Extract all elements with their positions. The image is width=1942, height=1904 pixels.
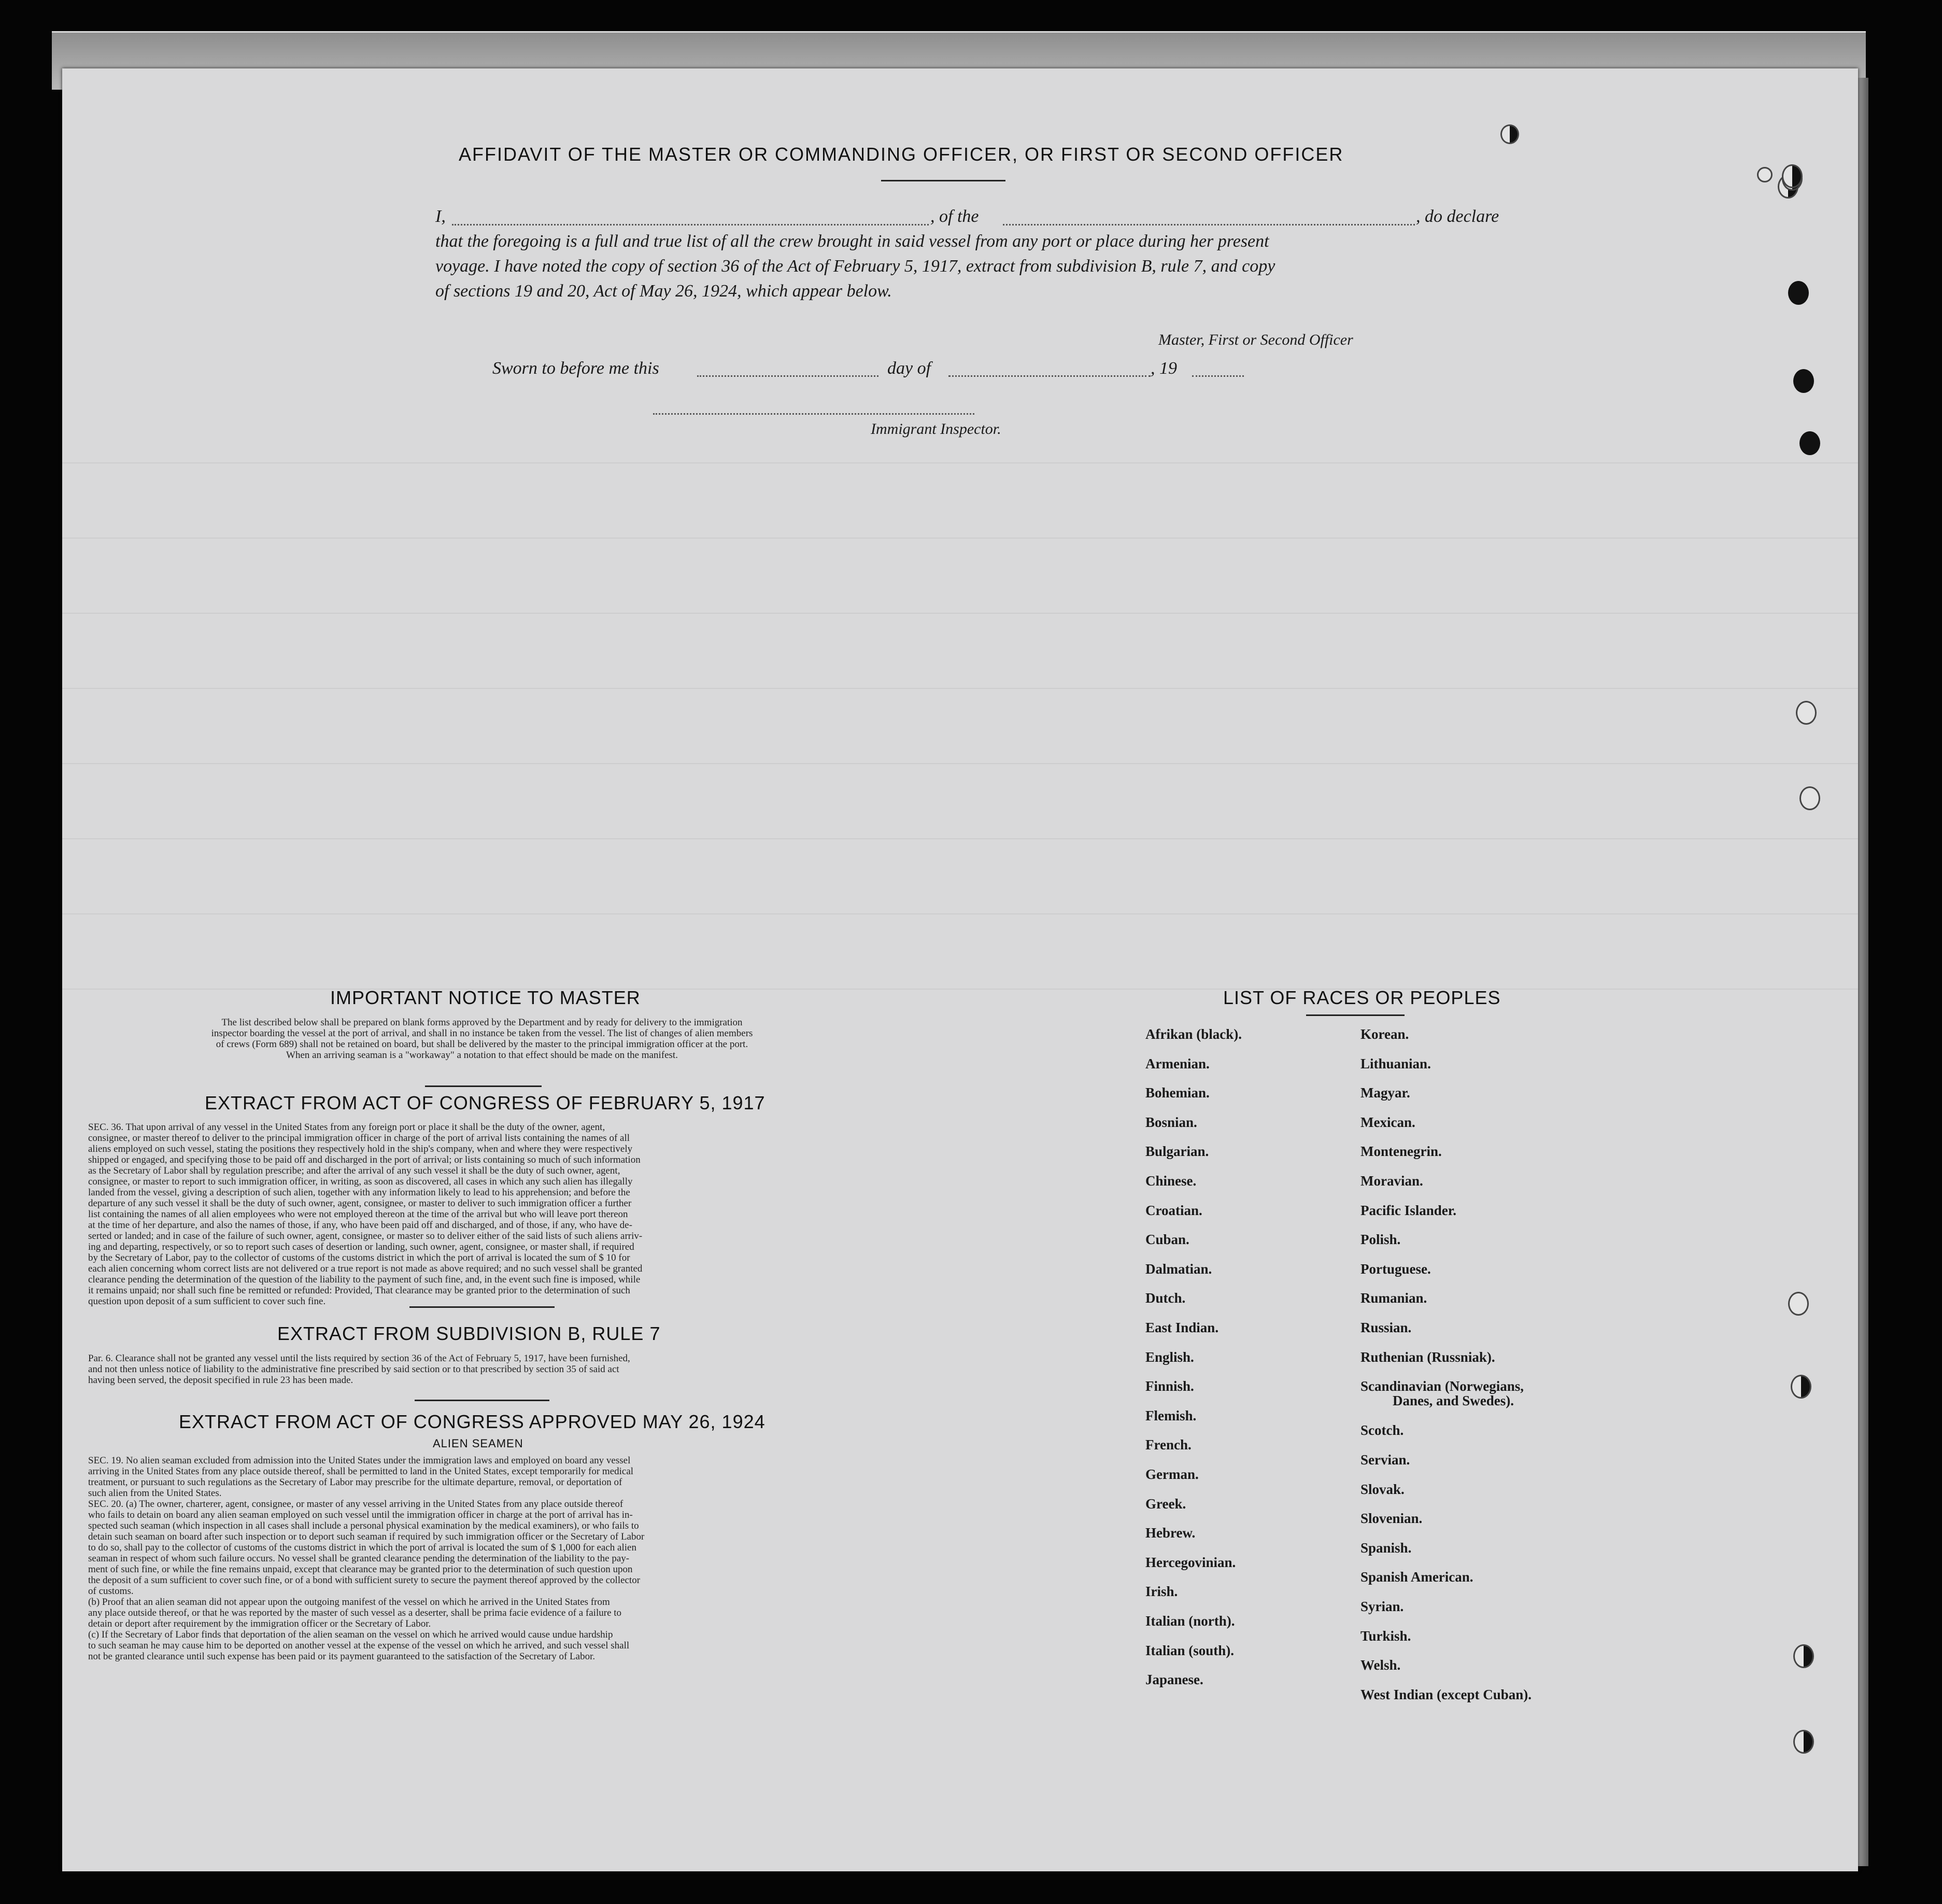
extract-1917-line: each alien concerning whom correct lists are not delivered or a true report is not made as above required; and no such vessel shall be granted: [88, 1263, 643, 1274]
race-item: Servian.: [1360, 1452, 1410, 1468]
race-item: Chinese.: [1145, 1173, 1197, 1189]
race-item: Japanese.: [1145, 1672, 1203, 1688]
race-item: Bosnian.: [1145, 1114, 1197, 1130]
declaration-line-3: of sections 19 and 20, Act of May 26, 1924, which appear below.: [435, 281, 892, 301]
do-declare-label: , do declare: [1416, 207, 1499, 226]
extract-1924-subtitle: ALIEN SEAMEN: [433, 1437, 523, 1450]
race-item: Spanish.: [1360, 1540, 1412, 1556]
race-item: Magyar.: [1360, 1085, 1410, 1101]
extract-1924-line: (c) If the Secretary of Labor finds that deportation of the alien seaman on the vessel on which he arrived would cause undue hardship: [88, 1629, 613, 1640]
race-item: Russian.: [1360, 1320, 1412, 1335]
section-divider: [425, 1085, 542, 1087]
extract-1917-line: shipped or engaged, and specifying those to be paid off and discharged in the port of arrival; or lists containing so much of such information: [88, 1154, 641, 1165]
notice-text: [78, 1017, 886, 1061]
race-item: Irish.: [1145, 1584, 1178, 1600]
punch-hole: [1500, 124, 1519, 144]
declaration-line-2: voyage. I have noted the copy of section 36 of the Act of February 5, 1917, extract from subdivision B, rule 7, and copy: [435, 257, 1275, 276]
punch-hole: [1793, 1730, 1814, 1754]
extract-1917-line: landed from the vessel, giving a description of such alien, together with any information likely to lead to his apprehension; and before the: [88, 1187, 630, 1198]
vessel-field-line: [1003, 224, 1415, 225]
race-item: Welsh.: [1360, 1657, 1401, 1673]
declaration-line-1: that the foregoing is a full and true list of all the crew brought in said vessel from any port or place during her present: [435, 232, 1269, 251]
inspector-signature-line: [653, 413, 974, 415]
extract-1924-line: any place outside thereof, or that he was reported by the master of such vessel as a deserter, shall be prima facie evidence of a failure to: [88, 1607, 622, 1618]
punch-hole: [1757, 167, 1773, 182]
extract-1924-line: treatment, or pursuant to such regulations as the Secretary of Labor may prescribe for the ultimate departure, removal, or deportation of: [88, 1477, 622, 1488]
punch-hole: [1788, 1292, 1809, 1316]
extract-1917-line: question upon deposit of a sum sufficient to cover such fine.: [88, 1296, 326, 1307]
race-item: Polish.: [1360, 1232, 1401, 1248]
extract-1917-line: consignee, or master to report to such immigration officer, in writing, as soon as discovered, all cases in which any such alien has illegally: [88, 1176, 633, 1187]
extract-1917-text: [88, 1122, 881, 1307]
extract-1917-line: it remains unpaid; nor shall such fine be remitted or refunded: Provided, That clearance may be granted prior to the determination of such: [88, 1285, 630, 1296]
notice-title: IMPORTANT NOTICE TO MASTER: [330, 987, 641, 1008]
signature-caption: Master, First or Second Officer: [1158, 331, 1353, 348]
affidavit-page: [62, 68, 1858, 1871]
race-item: Scotch.: [1360, 1422, 1404, 1438]
race-item: Danes, and Swedes).: [1393, 1393, 1514, 1409]
extract-1917-line: clearance pending the determination of the question of the liability to the payment of such fine, and, in the event such fine is imposed, while: [88, 1274, 641, 1285]
rule-7-title: EXTRACT FROM SUBDIVISION B, RULE 7: [277, 1323, 661, 1344]
notice-line: inspector boarding the vessel at the port of arrival, and shall in no instance be taken from the vessel. The list of changes of alien members: [211, 1028, 753, 1039]
extract-1924-line: to do so, shall pay to the collector of customs of the customs district in which the port of arrival is located the sum of $ 1,000 for each alien: [88, 1542, 636, 1553]
race-item: Pacific Islander.: [1360, 1202, 1456, 1218]
notice-line: The list described below shall be prepared on blank forms approved by the Department and by ready for delivery to the immigration: [221, 1017, 743, 1028]
extract-1924-line: detain such seaman on board after such inspection or to deport such seaman if required by such immigration officer or the Secretary of Labor: [88, 1531, 645, 1542]
race-item: Syrian.: [1360, 1599, 1404, 1614]
race-item: Finnish.: [1145, 1378, 1194, 1394]
race-item: English.: [1145, 1349, 1194, 1365]
punch-hole: [1793, 1644, 1814, 1668]
punch-hole: [1793, 369, 1814, 393]
punch-hole: [1788, 281, 1809, 305]
race-item: Bulgarian.: [1145, 1144, 1209, 1160]
race-item: Hercegovinian.: [1145, 1554, 1236, 1570]
name-field-line: [452, 224, 929, 225]
bleed-through-line: [62, 613, 1858, 614]
extract-1924-line: SEC. 19. No alien seaman excluded from admission into the United States under the immigration laws and employed on board any vessel: [88, 1455, 631, 1466]
punch-hole: [1799, 431, 1820, 455]
extract-1924-title: EXTRACT FROM ACT OF CONGRESS APPROVED MAY 26, 1924: [179, 1411, 766, 1432]
race-item: Italian (south).: [1145, 1642, 1235, 1658]
day-of-label: day of: [887, 359, 931, 378]
race-item: East Indian.: [1145, 1320, 1219, 1335]
bleed-through-line: [62, 838, 1858, 839]
race-item: Croatian.: [1145, 1202, 1202, 1218]
extract-1917-line: ing and departing, respectively, or so to report such cases of desertion or landing, such owner, agent, consignee, or master shall, if required: [88, 1242, 634, 1252]
race-item: Armenian.: [1145, 1055, 1210, 1071]
race-item: Rumanian.: [1360, 1290, 1427, 1306]
extract-1917-line: list containing the names of all alien employees who were not employed thereon at the time of the arrival but who will leave port thereon: [88, 1209, 628, 1220]
races-title: LIST OF RACES OR PEOPLES: [1223, 987, 1501, 1008]
notice-line: of crews (Form 689) shall not be retained on board, but shall be delivered by the master to the principal immigration officer at the port.: [216, 1039, 748, 1050]
race-item: Spanish American.: [1360, 1569, 1473, 1585]
bleed-through-line: [62, 462, 1858, 463]
inspector-caption: Immigrant Inspector.: [871, 420, 1001, 438]
extract-1924-line: arriving in the United States from any place outside thereof, shall be permitted to land in the United States, except temporarily for medical: [88, 1466, 634, 1477]
extract-1924-line: the deposit of a sum sufficient to cover such fine, or of a bond with sufficient surety to secure the payment thereof approved by the collector: [88, 1575, 641, 1586]
of-the-label: , of the: [930, 207, 979, 226]
bleed-through-line: [62, 688, 1858, 689]
race-item: Portuguese.: [1360, 1261, 1431, 1277]
rule-7-line: and not then unless notice of liability to the administrative fine prescribed by said section or to that prescribed by section 35 of said act: [88, 1364, 619, 1375]
race-item: Greek.: [1145, 1496, 1186, 1512]
race-item: Mexican.: [1360, 1114, 1415, 1130]
race-item: Turkish.: [1360, 1628, 1411, 1644]
extract-1924-line: seaman in respect of whom such failure occurs. No vessel shall be granted clearance pending the determination of the liability to the pay-: [88, 1553, 630, 1564]
i-label: I,: [435, 207, 446, 226]
races-title-underline: [1306, 1014, 1405, 1016]
bleed-through-line: [62, 913, 1858, 914]
extract-1917-line: consignee, or master thereof to deliver to the principal immigration officer in charge of the port of arrival lists containing the names of all: [88, 1133, 630, 1144]
race-item: Afrikan (black).: [1145, 1026, 1242, 1042]
race-item: Flemish.: [1145, 1407, 1197, 1423]
race-item: Slovenian.: [1360, 1511, 1423, 1527]
race-item: Korean.: [1360, 1026, 1409, 1042]
race-item: Hebrew.: [1145, 1525, 1196, 1541]
race-item: Moravian.: [1360, 1173, 1423, 1189]
extract-1917-line: aliens employed on such vessel, stating the positions they respectively hold in the ship's company, when and where they were respectively: [88, 1144, 633, 1154]
race-item: West Indian (except Cuban).: [1360, 1686, 1532, 1702]
extract-1924-line: of customs.: [88, 1586, 134, 1597]
rule-7-line: Par. 6. Clearance shall not be granted any vessel until the lists required by section 36 of the Act of February 5, 1917, have been furnished,: [88, 1353, 630, 1364]
sworn-day-field-line: [697, 375, 878, 377]
extract-1924-line: detain or deport after requirement by the immigration officer or the Secretary of Labor.: [88, 1618, 431, 1629]
extract-1924-line: to such seaman he may cause him to be deported on another vessel at the expense of the vessel on which he arrived, and such vessel shall: [88, 1640, 630, 1651]
notice-line: When an arriving seaman is a "workaway" a notation to that effect should be made on the manifest.: [286, 1050, 678, 1061]
sworn-year-field-line: [1192, 375, 1244, 377]
extract-1924-line: (b) Proof that an alien seaman did not appear upon the outgoing manifest of the vessel on which he arrived in the United States from: [88, 1597, 610, 1607]
punch-hole: [1796, 701, 1817, 725]
year-prefix: , 19: [1151, 359, 1177, 378]
extract-1917-line: serted or landed; and in case of the failure of such owner, agent, consignee, or master so to deliver either of the said lists of such aliens arriv-: [88, 1231, 643, 1242]
race-item: Dutch.: [1145, 1290, 1186, 1306]
race-item: Lithuanian.: [1360, 1055, 1431, 1071]
extract-1917-line: SEC. 36. That upon arrival of any vessel in the United States from any foreign port or place it shall be the duty of the owner, agent,: [88, 1122, 605, 1133]
extract-1924-line: ment of such fine, or while the fine remains unpaid, except that clearance may be granted prior to the determination of such question upon: [88, 1564, 633, 1575]
extract-1924-line: who fails to detain on board any alien seaman employed on such vessel until the immigration officer in charge at the port of arrival has in-: [88, 1510, 633, 1520]
extract-1917-line: by the Secretary of Labor, pay to the collector of customs of the customs district in which the port of arrival is located the sum of $ 10 for: [88, 1252, 630, 1263]
bleed-through-line: [62, 763, 1858, 764]
affidavit-title: AFFIDAVIT OF THE MASTER OR COMMANDING OFFICER, OR FIRST OR SECOND OFFICER: [459, 144, 1344, 165]
race-item: Slovak.: [1360, 1481, 1405, 1497]
race-item: Montenegrin.: [1360, 1144, 1442, 1160]
punch-hole: [1782, 164, 1803, 188]
extract-1917-line: departure of any such vessel it shall be the duty of such owner, agent, consignee, or master to deliver to such immigration officer a further: [88, 1198, 632, 1209]
title-underline: [881, 180, 1005, 181]
bleed-through-line: [62, 538, 1858, 539]
section-divider: [409, 1306, 555, 1308]
extract-1917-title: EXTRACT FROM ACT OF CONGRESS OF FEBRUARY 5, 1917: [205, 1092, 766, 1113]
section-divider: [415, 1400, 549, 1401]
race-item: French.: [1145, 1437, 1192, 1453]
race-item: German.: [1145, 1466, 1199, 1482]
extract-1917-line: as the Secretary of Labor shall by regulation prescribe; and after the arrival of any such vessel it shall be the duty of such owner, agent,: [88, 1165, 620, 1176]
extract-1924-line: not be granted clearance until such expense has been paid or its payment guaranteed to the satisfaction of the Secretary of Labor.: [88, 1651, 596, 1662]
race-item: Italian (north).: [1145, 1613, 1235, 1629]
race-item: Dalmatian.: [1145, 1261, 1212, 1277]
extract-1924-line: spected such seaman (which inspection in all cases shall include a personal physical examination by the medical examiners), or who fails to: [88, 1520, 639, 1531]
race-item: Cuban.: [1145, 1232, 1189, 1248]
extract-1924-line: such alien from the United States.: [88, 1488, 222, 1499]
sheet-edge: [1858, 78, 1868, 1866]
extract-1917-line: at the time of her departure, and also the names of those, if any, who have been paid off and discharged, and of those, if any, who have de-: [88, 1220, 632, 1231]
extract-1924-line: SEC. 20. (a) The owner, charterer, agent, consignee, or master of any vessel arriving in the United States from any place outside thereof: [88, 1499, 623, 1510]
sworn-label: Sworn to before me this: [492, 359, 659, 378]
race-item: Bohemian.: [1145, 1085, 1210, 1101]
race-item: Scandinavian (Norwegians,: [1360, 1378, 1524, 1394]
sworn-month-field-line: [948, 375, 1151, 377]
punch-hole: [1791, 1375, 1811, 1399]
race-item: Ruthenian (Russniak).: [1360, 1349, 1495, 1365]
punch-hole: [1799, 786, 1820, 810]
rule-7-text: [88, 1353, 881, 1386]
extract-1924-text: [88, 1455, 881, 1662]
rule-7-line: having been served, the deposit specified in rule 23 has been made.: [88, 1375, 353, 1386]
